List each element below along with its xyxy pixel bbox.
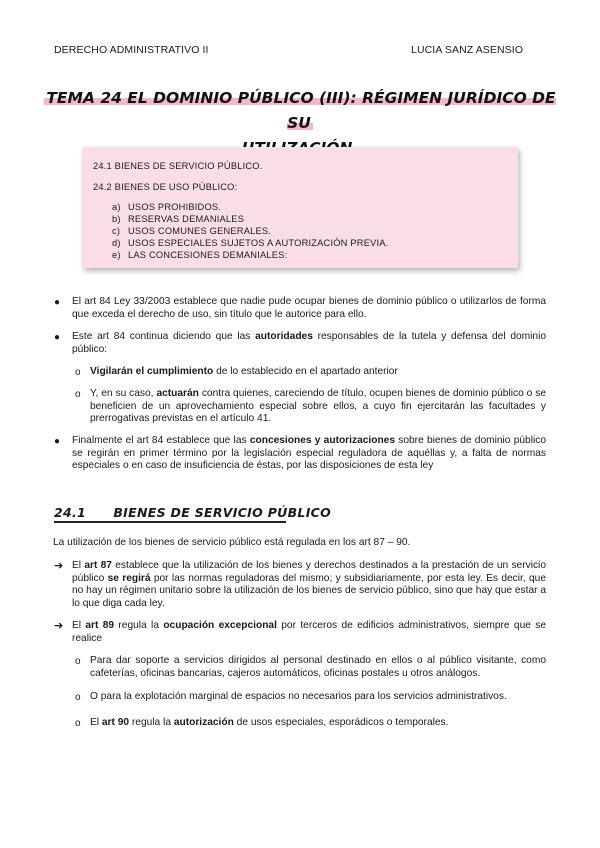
table-of-contents-box	[82, 147, 518, 268]
paragraph-art89: El art 89 regula la ocupación excepcional por terceros de edificios administrativos, siempre que se realice	[72, 620, 546, 644]
bullet-icon: ●	[54, 332, 61, 343]
section-underline	[54, 521, 286, 523]
circle-bullet-icon: o	[75, 718, 81, 729]
list-item-actuaran: Y, en su caso, actuarán contra quienes, careciendo de título, ocupen bienes de dominio público o se beneficien de un aprovechamiento especial sobre ellos, a cuyo fin ejercitarán las facultades y prerrogativas previstas en el artículo 41.	[90, 388, 547, 425]
paragraph-art84: El art 84 Ley 33/2003 establece que nadie pude ocupar bienes de dominio público o utilizarlos de forma que exceda el derecho de uso, sin título que le autorice para ello.	[72, 296, 546, 320]
toc-subitem: e) LAS CONCESIONES DEMANIALES:	[112, 250, 288, 260]
intro-servicio-publico: La utilización de los bienes de servicio público está regulada en los art 87 – 90.	[53, 537, 411, 548]
list-item-soporte-servicios: Para dar soporte a servicios dirigidos al personal destinado en ellos o al público visitante, como cafeterías, oficinas bancarias, cajeros automáticos, oficinas postales u otros análogos.	[90, 655, 546, 679]
list-item-explotacion-marginal: O para la explotación marginal de espacios no necesarios para los servicios administrativos.	[90, 691, 507, 702]
circle-bullet-icon: o	[75, 367, 81, 378]
bullet-icon: ●	[54, 297, 61, 308]
toc-subitem: d) USOS ESPECIALES SUJETOS A AUTORIZACIÓN PREVIA.	[112, 238, 389, 248]
circle-bullet-icon: o	[75, 389, 81, 400]
header-course: DERECHO ADMINISTRATIVO II	[54, 44, 209, 56]
section-title: BIENES DE SERVICIO PÚBLICO	[113, 505, 332, 520]
toc-item-2: 24.2 BIENES DE USO PÚBLICO:	[93, 182, 238, 192]
toc-subitem: c) USOS COMUNES GENERALES.	[112, 226, 272, 236]
arrow-right-icon: ➔	[54, 620, 64, 632]
toc-item-1: 24.1 BIENES DE SERVICIO PÚBLICO.	[93, 161, 263, 171]
section-heading	[54, 505, 331, 520]
bullet-icon: ●	[54, 436, 61, 447]
list-item-vigilaran: Vigilarán el cumplimiento de lo establecido en el apartado anterior	[90, 366, 398, 377]
title-line-1: TEMA 24 EL DOMINIO PÚBLICO (III): RÉGIMEN JURÍDICO DE SU	[46, 89, 556, 132]
circle-bullet-icon: o	[75, 656, 81, 667]
header-author: LUCIA SANZ ASENSIO	[411, 44, 524, 56]
arrow-right-icon: ➔	[54, 560, 64, 572]
paragraph-art87: El art 87 establece que la utilización de los bienes y derechos destinados a la prestación de un servicio público se regirá por las normas reguladoras del mismo; y subsidiariamente, por esta ley. Es decir, que no hay un régimen unitario sobre la utilización de los bienes de servicio público, sino que hay que estar a lo que diga cada ley.	[72, 560, 547, 609]
paragraph-concesiones: Finalmente el art 84 establece que las concesiones y autorizaciones sobre bienes de dominio público se regirán en primer término por la legislación especial reguladora de aquéllas y, a falta de normas especiales o en caso de insuficiencia de éstas, por las disposiciones de esta ley	[72, 435, 546, 472]
toc-subitem: b) RESERVAS DEMANIALES	[112, 214, 245, 224]
paragraph-autoridades: Este art 84 continua diciendo que las autoridades responsables de la tutela y defensa del dominio público:	[72, 331, 547, 355]
circle-bullet-icon: o	[75, 692, 81, 703]
toc-subitem: a) USOS PROHIBIDOS.	[112, 202, 222, 212]
section-number: 24.1	[54, 505, 87, 520]
list-item-art90: El art 90 regula la autorización de usos especiales, esporádicos o temporales.	[90, 717, 449, 728]
